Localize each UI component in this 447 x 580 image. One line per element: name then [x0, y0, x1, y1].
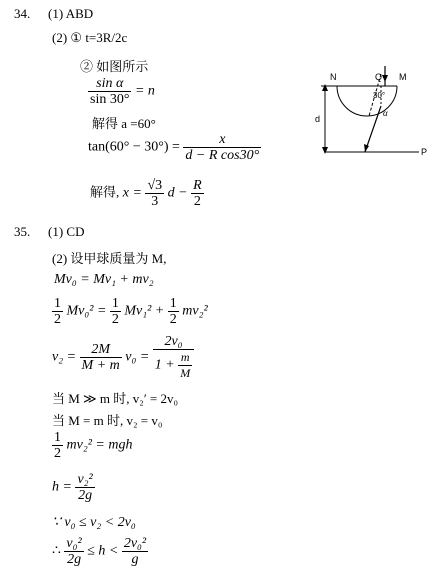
line9-den1: 2g [67, 552, 82, 567]
line3-lhs: v₂ = [52, 349, 77, 365]
line9-den2: g [131, 552, 139, 567]
refracted-ray [365, 106, 381, 152]
line9-mid: ≤ h < [87, 543, 119, 559]
line2-half-den-b: 2 [111, 312, 119, 327]
d-arrow-top [322, 84, 328, 91]
q34-eq2 [88, 132, 261, 163]
q35-part2-head: (2) 设甲球质量为 M, [52, 251, 167, 266]
line2-half-den-c: 2 [169, 312, 177, 327]
label-d: d [315, 114, 321, 124]
label-p: P [421, 147, 427, 157]
q35-part1: (1) CD [48, 224, 85, 239]
line3-num1: 2M [80, 342, 122, 358]
eq3-lhs: x = [122, 185, 142, 201]
eq2-denominator: d − R cos30° [185, 148, 260, 163]
line7-lhs: h = [52, 479, 72, 495]
eq3-den2: 2 [193, 194, 201, 209]
refraction-diagram [315, 66, 427, 162]
eq2-lhs: tan(60° − 30°) = [88, 139, 180, 155]
q34-sub2-label: ② 如图所示 [80, 59, 149, 74]
line7-num: v₂² [77, 472, 93, 487]
line9-num1: v₀² [66, 536, 82, 551]
q34-part1: (1) ABD [48, 6, 94, 21]
label-m: M [399, 72, 407, 82]
line2-a: Mv₀² = [66, 303, 107, 319]
line6-half-num: 1 [54, 430, 61, 445]
line3-num2: 2v₀ [153, 334, 194, 350]
line3-den1: M + m [81, 358, 120, 373]
label-alpha: α [383, 108, 388, 118]
eq3-den1: 3 [151, 194, 159, 209]
q35-line9 [52, 536, 148, 567]
line6-half-den: 2 [54, 446, 61, 461]
q35-line1: Mv₀ = Mv₁ + mv₂ [54, 272, 154, 287]
line2-c: mv₂² [182, 303, 208, 319]
line2-b: Mv₁² + [124, 303, 165, 319]
q34-eq3 [90, 178, 204, 209]
line2-half-den-a: 2 [54, 312, 61, 327]
line3-den2-a: 1 + [154, 357, 175, 373]
line9-therefore: ∴ [52, 543, 61, 559]
eq1-numerator: sin α [88, 76, 131, 92]
eq3-mid: d − [167, 185, 188, 201]
refracted-arrow [364, 144, 369, 152]
eq1-rhs: = n [134, 83, 155, 99]
eq3-num2: R [193, 178, 202, 193]
line3-mid: v₀ = [125, 349, 150, 365]
line3-den2-den: M [180, 366, 191, 380]
line9-num2: 2v₀² [123, 536, 147, 551]
q35-line4: 当 M ≫ m 时, v₂′ = 2v₀ [52, 391, 179, 406]
eq3-num1: √3 [147, 178, 163, 193]
q34-number: 34. [14, 6, 31, 21]
q35-line2 [52, 296, 208, 327]
line2-half-num-b: 1 [111, 296, 119, 311]
semicircle-glass [337, 86, 397, 116]
label-q: Q [375, 72, 383, 82]
q35-number: 35. [14, 224, 31, 239]
line2-half-num-a: 1 [54, 296, 61, 311]
label-30deg: 30° [373, 91, 386, 100]
line6-rest: mv₂² = mgh [66, 437, 133, 453]
solve2-prefix: 解得, [90, 184, 120, 200]
label-n: N [330, 72, 337, 82]
q35-line3 [52, 334, 194, 381]
q35-line8: ∵ v₀ ≤ v₂ < 2v₀ [52, 515, 136, 530]
q34-eq1 [88, 76, 155, 107]
line7-den: 2g [78, 488, 93, 503]
line2-half-num-c: 1 [169, 296, 177, 311]
d-arrow-bottom [322, 147, 328, 154]
q35-line6 [52, 430, 132, 461]
line3-den2-num: m [178, 350, 192, 366]
q35-line7 [52, 472, 95, 503]
q35-line5: 当 M = m 时, v₂ = v₀ [52, 413, 163, 428]
q34-part2-head: (2) ① t=3R/2c [52, 30, 128, 45]
eq1-denominator: sin 30° [90, 92, 130, 107]
incident-arrow [382, 75, 388, 82]
q34-solve1: 解得 a =60° [92, 116, 156, 131]
eq2-numerator: x [183, 132, 261, 148]
